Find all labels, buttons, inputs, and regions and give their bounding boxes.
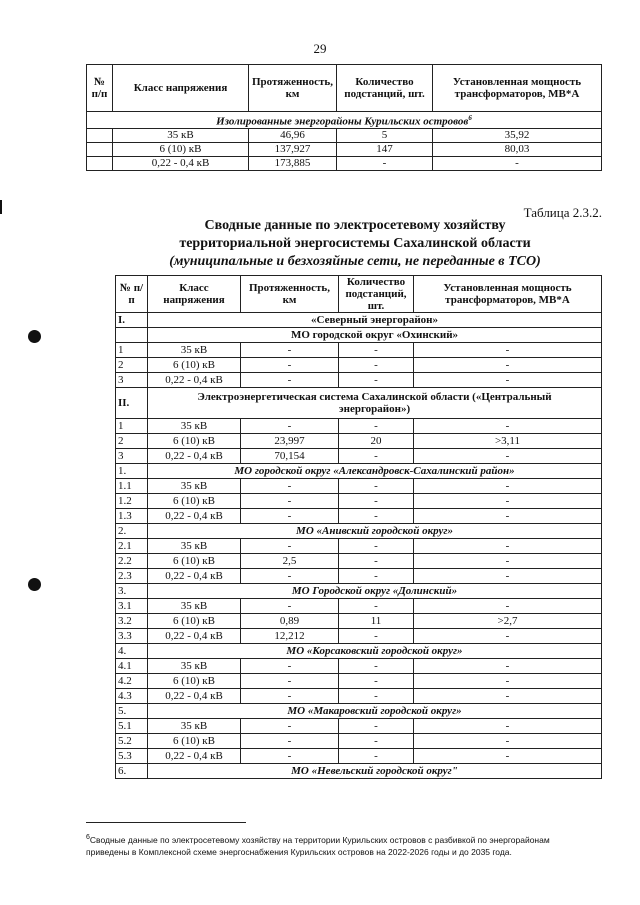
table-kuril	[86, 64, 602, 171]
cell: -	[414, 358, 602, 373]
section-title: «Северный энергорайон»	[148, 313, 602, 328]
cell: 5	[337, 128, 433, 142]
cell: 4.3	[116, 689, 148, 704]
cell: -	[414, 479, 602, 494]
table-row	[116, 659, 602, 674]
cell: 3.1	[116, 599, 148, 614]
col-header-capacity: Установленная мощность трансформаторов, МВ*А	[414, 276, 602, 313]
cell: -	[433, 156, 602, 170]
section-number: 1.	[116, 464, 148, 479]
cell: 6 (10) кВ	[148, 734, 241, 749]
col-header-voltage: Класс напряжения	[113, 65, 249, 112]
section-row	[116, 388, 602, 419]
cell: 5.3	[116, 749, 148, 764]
section-number: 3.	[116, 584, 148, 599]
cell: 80,03	[433, 142, 602, 156]
cell: 35 кВ	[148, 719, 241, 734]
col-header-substations: Количество подстанций, шт.	[337, 65, 433, 112]
cell: -	[339, 719, 414, 734]
page-number: 29	[313, 41, 327, 56]
cell: 3	[116, 373, 148, 388]
cell: -	[414, 749, 602, 764]
cell: -	[241, 509, 339, 524]
section-row	[116, 584, 602, 599]
cell: 35 кВ	[148, 343, 241, 358]
cell: 35 кВ	[148, 479, 241, 494]
cell: -	[414, 449, 602, 464]
cell: -	[339, 539, 414, 554]
punch-hole-top	[28, 330, 41, 343]
cell: -	[414, 373, 602, 388]
cell: -	[339, 509, 414, 524]
cell: 6 (10) кВ	[148, 554, 241, 569]
cell: -	[241, 719, 339, 734]
cell: -	[339, 734, 414, 749]
cell: 6 (10) кВ	[148, 674, 241, 689]
cell: 4.1	[116, 659, 148, 674]
cell: -	[241, 599, 339, 614]
cell: -	[241, 358, 339, 373]
cell: -	[339, 419, 414, 434]
footnote-marker: 6	[86, 834, 90, 841]
cell: 2.2	[116, 554, 148, 569]
cell: 6 (10) кВ	[148, 494, 241, 509]
col-header-length: Протяженность, км	[241, 276, 339, 313]
cell: 0,22 - 0,4 кВ	[148, 569, 241, 584]
cell: 35,92	[433, 128, 602, 142]
section-title: МО «Анивский городской округ»	[148, 524, 602, 539]
cell: 1	[116, 419, 148, 434]
cell: 11	[339, 614, 414, 629]
cell: -	[339, 358, 414, 373]
section-row	[116, 764, 602, 779]
cell: 4.2	[116, 674, 148, 689]
footnote-divider	[86, 822, 246, 823]
cell: 0,22 - 0,4 кВ	[148, 629, 241, 644]
section-row	[116, 328, 602, 343]
cell	[87, 128, 113, 142]
cell: 2.3	[116, 569, 148, 584]
col-header-num: № п/п	[116, 276, 148, 313]
section-title: МО «Корсаковский городской округ»	[148, 644, 602, 659]
table-row	[116, 539, 602, 554]
cell: 2,5	[241, 554, 339, 569]
cell	[87, 142, 113, 156]
section-number: 4.	[116, 644, 148, 659]
cell: -	[339, 554, 414, 569]
table-row	[116, 719, 602, 734]
cell: -	[339, 373, 414, 388]
cell: 1.3	[116, 509, 148, 524]
cell: 12,212	[241, 629, 339, 644]
table-row	[116, 449, 602, 464]
table-row	[116, 419, 602, 434]
cell: -	[414, 674, 602, 689]
cell: 3.2	[116, 614, 148, 629]
section-number: II.	[116, 388, 148, 419]
cell: 1.1	[116, 479, 148, 494]
table-body	[116, 313, 602, 779]
cell: -	[414, 734, 602, 749]
title-line-3: (муниципальные и безхозяйные сети, не переданные в ТСО)	[169, 254, 541, 269]
cell: -	[414, 689, 602, 704]
cell: -	[241, 734, 339, 749]
table-row	[87, 156, 602, 170]
table-header-row	[87, 65, 602, 112]
section-row	[116, 644, 602, 659]
cell: 1.2	[116, 494, 148, 509]
section-title: МО Городской округ «Долинский»	[148, 584, 602, 599]
cell: 35 кВ	[148, 659, 241, 674]
cell: 35 кВ	[148, 539, 241, 554]
table-row	[116, 734, 602, 749]
cell: -	[339, 629, 414, 644]
cell: -	[414, 419, 602, 434]
cell: 5.2	[116, 734, 148, 749]
section-title: Изолированные энергорайоны Курильских островов$^6$	[87, 112, 602, 129]
col-header-substations: Количество подстанций, шт.	[339, 276, 414, 313]
cell: -	[414, 719, 602, 734]
cell: 2.1	[116, 539, 148, 554]
section-row	[116, 704, 602, 719]
table-row	[116, 569, 602, 584]
cell: 0,22 - 0,4 кВ	[148, 689, 241, 704]
cell: -	[339, 599, 414, 614]
cell: 137,927	[249, 142, 337, 156]
section-number: 6.	[116, 764, 148, 779]
section-row	[116, 313, 602, 328]
cell: 0,22 - 0,4 кВ	[113, 156, 249, 170]
cell: 6 (10) кВ	[148, 358, 241, 373]
cell: 147	[337, 142, 433, 156]
table-row	[116, 343, 602, 358]
table-row	[87, 128, 602, 142]
col-header-num: № п/п	[87, 65, 113, 112]
margin-mark	[0, 200, 2, 214]
table-label: Таблица 2.3.2.	[523, 205, 602, 220]
cell: 0,22 - 0,4 кВ	[148, 509, 241, 524]
cell: 6 (10) кВ	[148, 434, 241, 449]
cell: -	[241, 494, 339, 509]
footnote-ref: 6	[468, 114, 472, 122]
cell: 2	[116, 434, 148, 449]
cell: -	[339, 569, 414, 584]
cell: >3,11	[414, 434, 602, 449]
cell: 0,89	[241, 614, 339, 629]
cell: -	[414, 629, 602, 644]
cell: -	[241, 419, 339, 434]
cell: 35 кВ	[113, 128, 249, 142]
cell: -	[339, 674, 414, 689]
cell: 6 (10) кВ	[113, 142, 249, 156]
table-row	[116, 479, 602, 494]
cell: -	[241, 479, 339, 494]
table-row	[116, 674, 602, 689]
section-number: I.	[116, 313, 148, 328]
cell: -	[339, 494, 414, 509]
title-line-2: территориальной энергосистемы Сахалинской области	[179, 236, 531, 251]
section-title: МО «Макаровский городской округ»	[148, 704, 602, 719]
cell: 173,885	[249, 156, 337, 170]
table-row	[116, 689, 602, 704]
cell: 35 кВ	[148, 419, 241, 434]
section-title: МО «Невельский городской округ"	[148, 764, 602, 779]
cell: 0,22 - 0,4 кВ	[148, 749, 241, 764]
table-row	[116, 373, 602, 388]
cell: -	[241, 689, 339, 704]
cell: 2	[116, 358, 148, 373]
table-row	[116, 494, 602, 509]
cell: 35 кВ	[148, 599, 241, 614]
cell: -	[337, 156, 433, 170]
footnote	[86, 832, 591, 858]
section-number: 5.	[116, 704, 148, 719]
table-row	[116, 614, 602, 629]
cell: -	[339, 689, 414, 704]
cell: 23,997	[241, 434, 339, 449]
cell: 70,154	[241, 449, 339, 464]
cell: -	[414, 494, 602, 509]
section-row	[116, 524, 602, 539]
section-title: МО городской округ «Александровск-Сахалинский район»	[148, 464, 602, 479]
cell: -	[414, 659, 602, 674]
col-header-capacity: Установленная мощность трансформаторов, МВ*А	[433, 65, 602, 112]
table-row	[116, 629, 602, 644]
cell: 1	[116, 343, 148, 358]
section-number	[116, 328, 148, 343]
cell: -	[414, 569, 602, 584]
punch-hole-bottom	[28, 578, 41, 591]
cell: 6 (10) кВ	[148, 614, 241, 629]
table-row	[116, 509, 602, 524]
table-row	[116, 434, 602, 449]
table-header-row	[116, 276, 602, 313]
cell: 5.1	[116, 719, 148, 734]
cell: 20	[339, 434, 414, 449]
title-line-1: Сводные данные по электросетевому хозяйству	[204, 218, 506, 233]
table-row	[87, 142, 602, 156]
section-title: МО городской округ «Охинский»	[148, 328, 602, 343]
cell: -	[241, 373, 339, 388]
table-row	[116, 554, 602, 569]
cell: -	[414, 509, 602, 524]
footnote-text: Сводные данные по электросетевому хозяйству на территории Курильских островов с разбивкой по энергорайонам приведены в Комплексной схеме энергоснабжения Курильских островов на 2022-2026 годы и до 2035 года.	[86, 834, 550, 857]
table-row	[116, 358, 602, 373]
section-row	[116, 464, 602, 479]
cell: 46,96	[249, 128, 337, 142]
cell: -	[339, 449, 414, 464]
cell: -	[339, 659, 414, 674]
table-title	[110, 217, 600, 271]
cell: -	[241, 659, 339, 674]
cell: -	[339, 479, 414, 494]
cell	[87, 156, 113, 170]
cell: -	[339, 343, 414, 358]
table-row	[116, 749, 602, 764]
cell: -	[241, 674, 339, 689]
cell: 3.3	[116, 629, 148, 644]
cell: -	[414, 599, 602, 614]
cell: 0,22 - 0,4 кВ	[148, 373, 241, 388]
cell: 0,22 - 0,4 кВ	[148, 449, 241, 464]
col-header-length: Протяженность, км	[249, 65, 337, 112]
table-row	[116, 599, 602, 614]
col-header-voltage: Класс напряжения	[148, 276, 241, 313]
section-row	[87, 112, 602, 129]
cell: -	[241, 569, 339, 584]
cell: 3	[116, 449, 148, 464]
cell: -	[241, 539, 339, 554]
cell: >2,7	[414, 614, 602, 629]
section-title: Электроэнергетическая система Сахалинской области («Центральный энергорайон»)	[148, 388, 602, 419]
cell: -	[414, 539, 602, 554]
cell: -	[414, 554, 602, 569]
cell: -	[241, 343, 339, 358]
section-number: 2.	[116, 524, 148, 539]
cell: -	[414, 343, 602, 358]
cell: -	[241, 749, 339, 764]
cell: -	[339, 749, 414, 764]
table-summary	[115, 275, 602, 779]
